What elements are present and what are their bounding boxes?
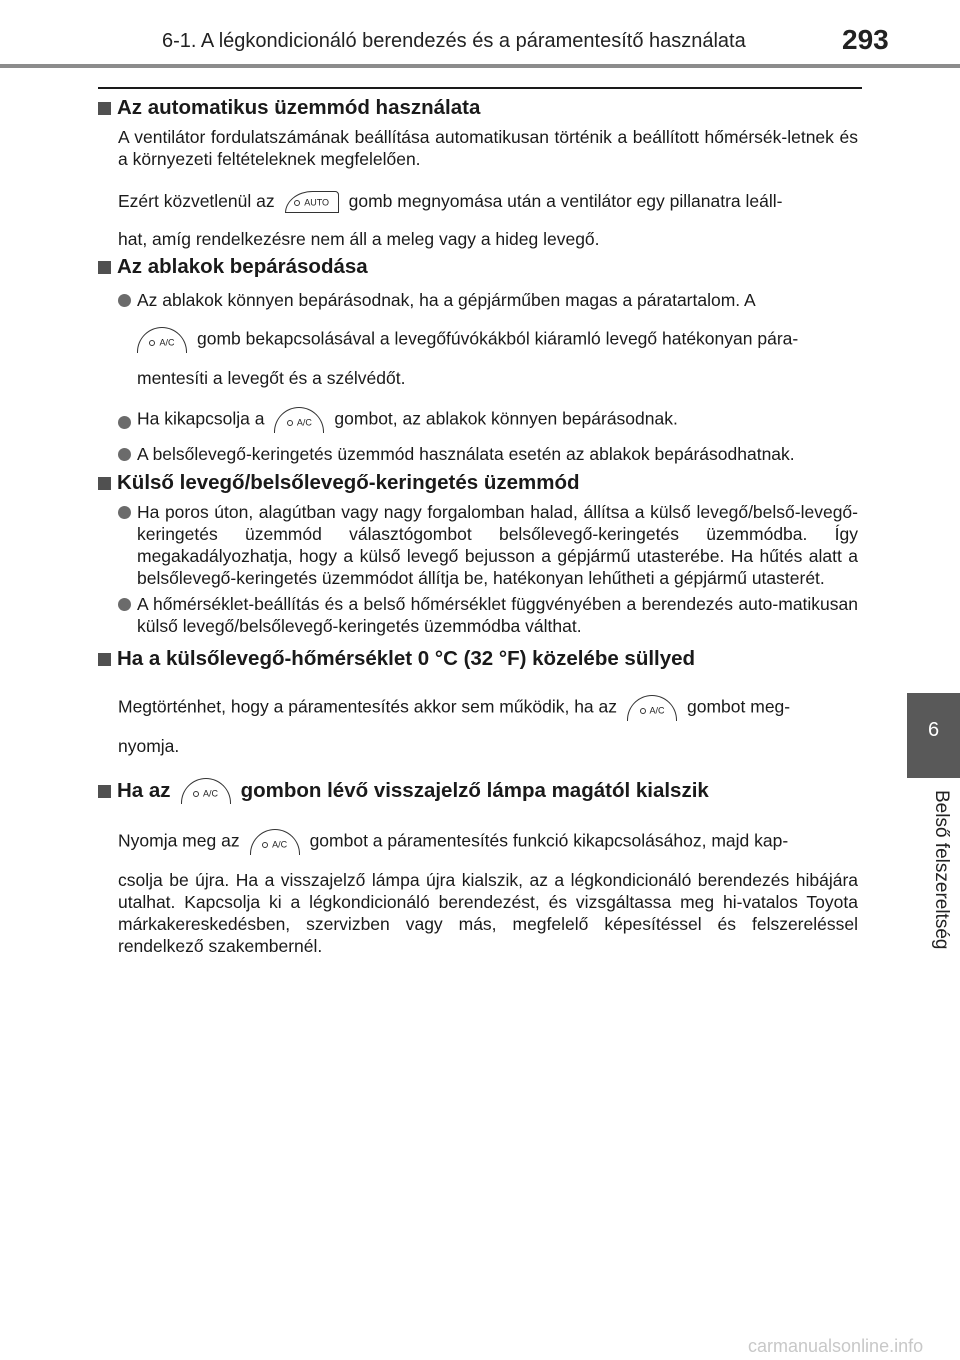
square-bullet-icon: [98, 261, 111, 274]
square-bullet-icon: [98, 477, 111, 490]
section-heading-fogging: Az ablakok bepárásodása: [98, 253, 858, 281]
auto-mode-paragraph-1: A ventilátor fordulatszámának beállítása automatikusan történik a beállított hőmérsék-letnek és a környezeti feltételeknek megfelelően.: [118, 127, 858, 169]
fogging-bullet-1: Az ablakok könnyen bepárásodnak, ha a gépjárműben magas a páratartalom. A A/C gomb bekapcsolásával a levegőfúvókákból kiáramló levegő hatékonyan pára- mentesíti a levegőt és a szélvédőt.: [118, 289, 858, 389]
ac-button-icon: A/C: [181, 778, 231, 804]
auto-mode-paragraph-2: Ezért közvetlenül az AUTO gomb megnyomása után a ventilátor egy pillanatra leáll-: [118, 190, 858, 213]
chapter-tab-label: Belső felszereltség: [931, 790, 952, 950]
ac-button-icon: A/C: [250, 829, 300, 855]
recirc-bullet-2: A hőmérséklet-beállítás és a belső hőmérséklet függvényében a berendezés auto-matikusan külső levegő/belsőlevegő-keringetés üzemmódba válthat.: [118, 593, 858, 637]
lamp-paragraph: Nyomja meg az A/C gombot a páramentesítés funkció kikapcsolásához, majd kap-: [118, 829, 858, 855]
cold-paragraph-end: nyomja.: [118, 736, 180, 757]
content-top-divider: [98, 87, 862, 89]
fogging-bullet-3: A belsőlevegő-keringetés üzemmód használata esetén az ablakok bepárásodhatnak.: [118, 443, 858, 465]
section-heading-lamp: Ha az A/C gombon lévő visszajelző lámpa magától kialszik: [98, 777, 858, 805]
auto-mode-paragraph-2-end: hat, amíg rendelkezésre nem áll a meleg vagy a hideg levegő.: [118, 229, 600, 250]
round-bullet-icon: [118, 294, 131, 307]
cold-paragraph: Megtörténhet, hogy a páramentesítés akkor sem működik, ha az A/C gombot meg-: [118, 695, 858, 721]
section-heading-recirc: Külső levegő/belsőlevegő-keringetés üzemmód: [98, 469, 858, 497]
page-number: 293: [842, 24, 889, 55]
header-divider: [0, 64, 960, 68]
square-bullet-icon: [98, 102, 111, 115]
ac-button-icon: A/C: [274, 407, 324, 433]
fogging-bullet-2: Ha kikapcsolja a A/C gombot, az ablakok könnyen bepárásodnak.: [118, 407, 858, 433]
recirc-bullet-1: Ha poros úton, alagútban vagy nagy forgalomban halad, állítsa a külső levegő/belső-levegő-keringetés üzemmód választógombot belsőlevegő-keringetés üzemmódba. Így megakadályozhatja, hogy a külső levegő bejusson a gépjármű utasterébe. Ha hűtés alatt a belsőlevegő-keringetés üzemmódot állítja be, hatékonyan lehűtheti a gépjármű utasterét.: [118, 501, 858, 589]
square-bullet-icon: [98, 653, 111, 666]
ac-button-icon: A/C: [627, 695, 677, 721]
section-heading-cold: Ha a külsőlevegő-hőmérséklet 0 °C (32 °F) közelébe süllyed: [98, 645, 858, 673]
section-heading-auto-mode: Az automatikus üzemmód használata: [98, 94, 858, 122]
footer-watermark: carmanualsonline.info: [748, 1336, 924, 1356]
round-bullet-icon: [118, 448, 131, 461]
auto-button-icon: AUTO: [285, 191, 339, 213]
chapter-tab: [907, 693, 960, 778]
round-bullet-icon: [118, 506, 131, 519]
chapter-tab-number: 6: [927, 719, 940, 741]
square-bullet-icon: [98, 785, 111, 798]
page-content: [98, 94, 858, 957]
round-bullet-icon: [118, 598, 131, 611]
ac-button-icon: A/C: [137, 327, 187, 353]
round-bullet-icon: [118, 416, 131, 429]
page-header-title: 6-1. A légkondicionáló berendezés és a páramentesítő használata: [162, 30, 746, 52]
lamp-paragraph-end: csolja be újra. Ha a visszajelző lámpa újra kialszik, az a légkondicionáló berendezés hibájára utalhat. Kapcsolja ki a légkondicionáló berendezést, és vizsgáltassa meg hi-vatalos Toyota márkakereskedésben, szervizben vagy más, megfelelő képesítéssel és felszereléssel rendelkező szakembernél.: [118, 870, 858, 957]
